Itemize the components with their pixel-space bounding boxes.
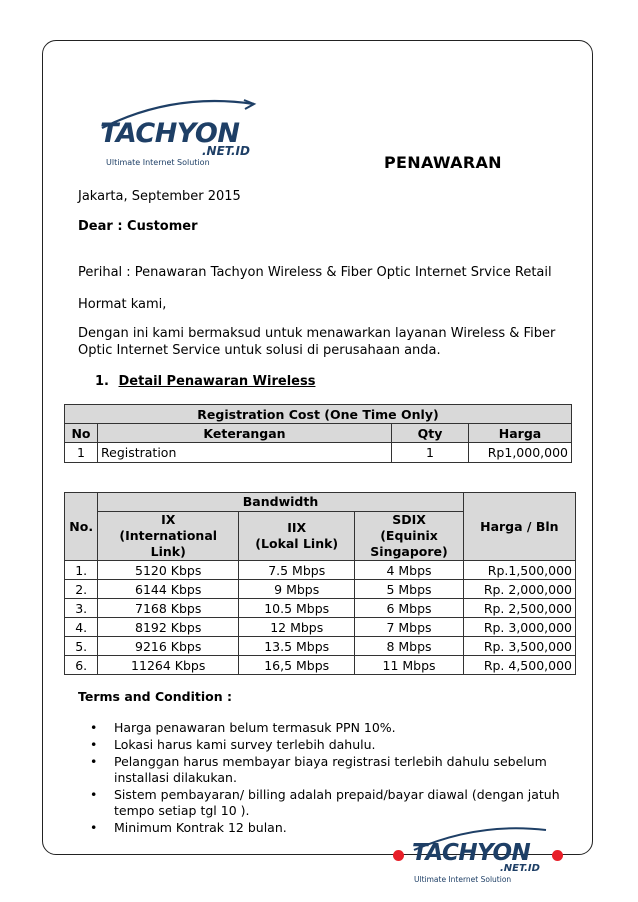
footer-logo — [412, 838, 552, 888]
list-item-text: Harga penawaran belum termasuk PPN 10%. — [114, 720, 396, 735]
section-number: 1. — [95, 374, 109, 389]
logo-domain-text: .NET.ID — [202, 144, 250, 158]
table-row — [65, 580, 576, 599]
cell-sdix: 5 Mbps — [355, 580, 463, 599]
terms-list — [90, 720, 560, 837]
list-item — [90, 720, 560, 736]
cell-no: 4. — [65, 618, 98, 637]
bullet-icon: • — [90, 720, 98, 735]
list-item — [90, 787, 560, 819]
col-header-ix: IX (International Link) — [98, 512, 239, 561]
cell-iix: 7.5 Mbps — [239, 561, 355, 580]
cell-no: 1. — [65, 561, 98, 580]
cell-no: 5. — [65, 637, 98, 656]
section-title: Detail Penawaran Wireless — [118, 374, 316, 389]
letter-recipient: Dear : Customer — [78, 219, 198, 234]
terms-heading: Terms and Condition : — [78, 689, 232, 704]
bullet-icon: • — [90, 787, 98, 802]
cell-iix: 9 Mbps — [239, 580, 355, 599]
cell-price: Rp.1,500,000 — [463, 561, 575, 580]
registration-table — [64, 404, 572, 463]
cell-sdix: 6 Mbps — [355, 599, 463, 618]
list-item-text: Lokasi harus kami survey terlebih dahulu. — [114, 737, 376, 752]
cell-qty: 1 — [392, 443, 469, 463]
logo-tagline: Ultimate Internet Solution — [106, 158, 210, 167]
red-dot-left-icon — [393, 850, 404, 861]
cell-iix: 10.5 Mbps — [239, 599, 355, 618]
col-header-qty: Qty — [392, 424, 469, 443]
cell-ix: 7168 Kbps — [98, 599, 239, 618]
list-item-text: Minimum Kontrak 12 bulan. — [114, 820, 287, 835]
cell-iix: 16,5 Mbps — [239, 656, 355, 675]
cell-ix: 6144 Kbps — [98, 580, 239, 599]
col-header-keterangan: Keterangan — [98, 424, 392, 443]
table-row — [65, 637, 576, 656]
table-row — [65, 561, 576, 580]
cell-ix: 11264 Kbps — [98, 656, 239, 675]
letter-subject: Perihal : Penawaran Tachyon Wireless & Fiber Optic Internet Srvice Retail — [78, 265, 552, 280]
cell-price: Rp. 2,500,000 — [463, 599, 575, 618]
col-header-harga: Harga — [469, 424, 572, 443]
logo-tagline: Ultimate Internet Solution — [414, 875, 512, 884]
cell-price: Rp. 4,500,000 — [463, 656, 575, 675]
logo-brand-text: TACHYON — [100, 118, 240, 149]
cell-iix: 12 Mbps — [239, 618, 355, 637]
col-header-sdix: SDIX (Equinix Singapore) — [355, 512, 463, 561]
col-header-bandwidth: Bandwidth — [98, 493, 463, 512]
company-logo — [100, 112, 260, 167]
table-row — [65, 599, 576, 618]
col-header-no: No. — [65, 493, 98, 561]
logo-brand-text: TACHYON — [412, 840, 531, 866]
bullet-icon: • — [90, 737, 98, 752]
cell-sdix: 11 Mbps — [355, 656, 463, 675]
letter-greeting: Hormat kami, — [78, 297, 167, 312]
cell-price: Rp. 3,500,000 — [463, 637, 575, 656]
cell-iix: 13.5 Mbps — [239, 637, 355, 656]
table-row — [65, 656, 576, 675]
letter-body-line-2: Optic Internet Service untuk solusi di perusahaan anda. — [78, 343, 441, 358]
cell-no: 3. — [65, 599, 98, 618]
bullet-icon: • — [90, 754, 98, 769]
red-dot-right-icon — [552, 850, 563, 861]
cell-ix: 8192 Kbps — [98, 618, 239, 637]
logo-domain-text: .NET.ID — [500, 863, 540, 874]
col-header-price: Harga / Bln — [463, 493, 575, 561]
cell-sdix: 7 Mbps — [355, 618, 463, 637]
letter-body-line-1: Dengan ini kami bermaksud untuk menawarkan layanan Wireless & Fiber — [78, 326, 556, 341]
list-item — [90, 754, 560, 786]
table-row — [65, 618, 576, 637]
col-header-iix: IIX (Lokal Link) — [239, 512, 355, 561]
cell-price: Rp. 3,000,000 — [463, 618, 575, 637]
cell-price: Rp. 2,000,000 — [463, 580, 575, 599]
cell-no: 6. — [65, 656, 98, 675]
registration-caption: Registration Cost (One Time Only) — [65, 405, 572, 424]
cell-sdix: 4 Mbps — [355, 561, 463, 580]
cell-no: 1 — [65, 443, 98, 463]
list-item — [90, 737, 560, 753]
table-row — [65, 443, 572, 463]
list-item-text: Pelanggan harus membayar biaya registrasi terlebih dahulu sebelum installasi dilakukan. — [114, 754, 547, 785]
col-header-no: No — [65, 424, 98, 443]
cell-keterangan: Registration — [98, 443, 392, 463]
list-item-text: Sistem pembayaran/ billing adalah prepaid/bayar diawal (dengan jatuh tempo setiap tgl 10 ). — [114, 787, 560, 818]
cell-no: 2. — [65, 580, 98, 599]
cell-ix: 5120 Kbps — [98, 561, 239, 580]
bandwidth-table — [64, 492, 576, 675]
cell-harga: Rp1,000,000 — [469, 443, 572, 463]
letter-date: Jakarta, September 2015 — [78, 189, 241, 204]
section-heading — [95, 373, 315, 390]
bullet-icon: • — [90, 820, 98, 835]
cell-sdix: 8 Mbps — [355, 637, 463, 656]
page-title: PENAWARAN — [384, 153, 502, 172]
cell-ix: 9216 Kbps — [98, 637, 239, 656]
